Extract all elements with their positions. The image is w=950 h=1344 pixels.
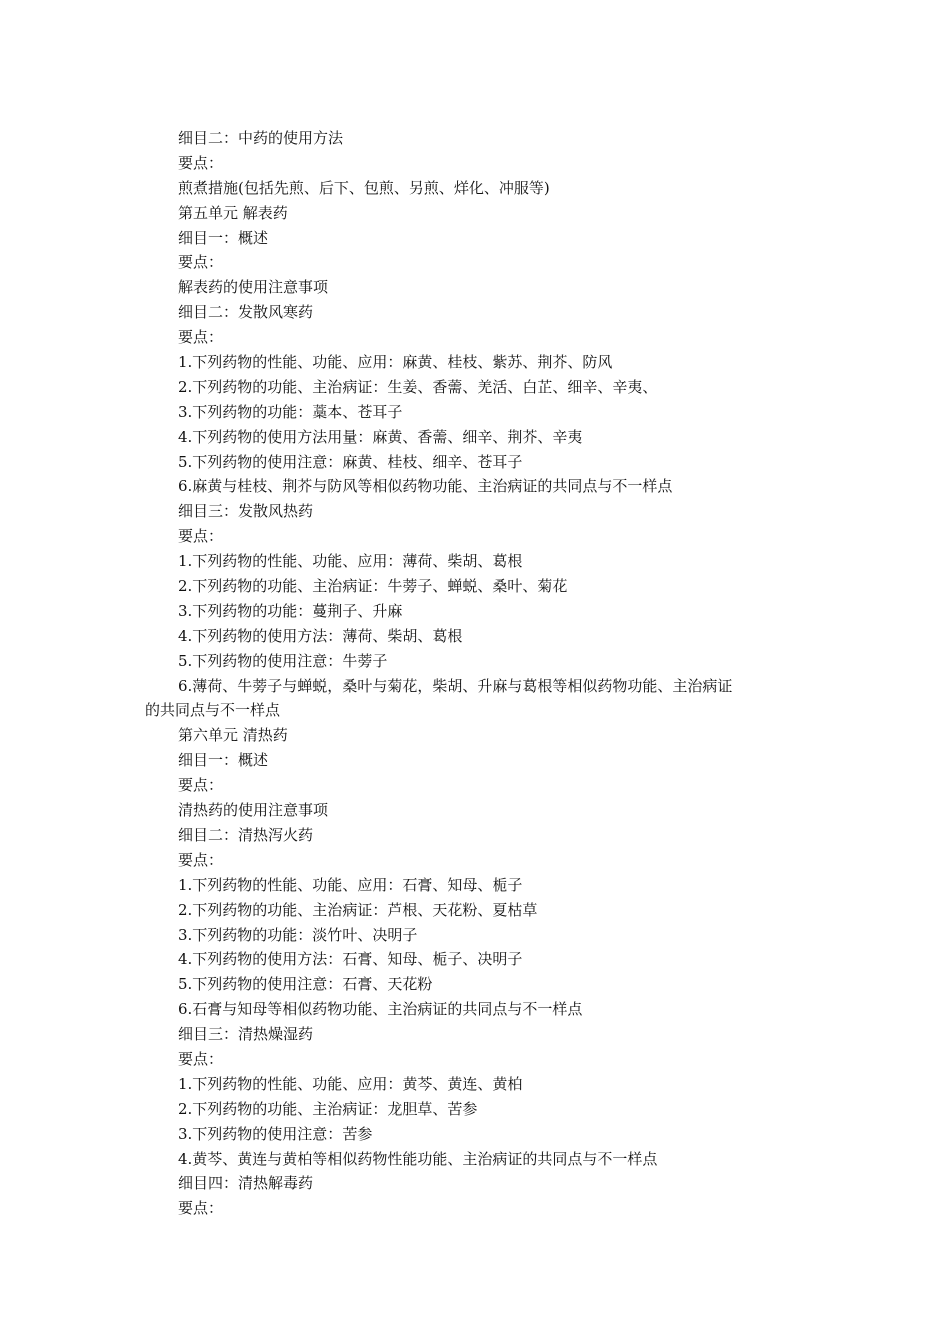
subsection-heading: 细目三：清热燥湿药 <box>178 1025 314 1044</box>
key-points-label: 要点： <box>178 1049 224 1068</box>
key-points-label: 要点： <box>178 153 224 172</box>
subsection-heading: 细目三：发散风热药 <box>178 502 314 521</box>
list-item: 4.下列药物的使用方法：薄荷、柴胡、葛根 <box>178 626 463 645</box>
list-item: 1.下列药物的性能、功能、应用：黄芩、黄连、黄柏 <box>178 1074 523 1093</box>
unit-heading: 第五单元 解表药 <box>178 203 288 222</box>
key-points-label: 要点： <box>178 850 224 869</box>
list-item: 3.下列药物的功能：藁本、苍耳子 <box>178 402 403 421</box>
list-item: 6.麻黄与桂枝、荆芥与防风等相似药物功能、主治病证的共同点与不一样点 <box>178 477 673 496</box>
list-item: 5.下列药物的使用注意：石膏、天花粉 <box>178 975 433 994</box>
list-item: 5.下列药物的使用注意：麻黄、桂枝、细辛、苍耳子 <box>178 452 523 471</box>
subsection-heading: 细目一：概述 <box>178 228 269 247</box>
list-item: 6.薄荷、牛蒡子与蝉蜕，桑叶与菊花，柴胡、升麻与葛根等相似药物功能、主治病证 <box>178 676 733 695</box>
list-item: 2.下列药物的功能、主治病证：芦根、天花粉、夏枯草 <box>178 900 538 919</box>
key-points-label: 要点： <box>178 253 224 272</box>
key-points-label: 要点： <box>178 527 224 546</box>
list-item: 5.下列药物的使用注意：牛蒡子 <box>178 651 388 670</box>
text-line: 解表药的使用注意事项 <box>178 278 329 297</box>
list-item: 4.下列药物的使用方法：石膏、知母、栀子、决明子 <box>178 950 523 969</box>
list-item: 3.下列药物的功能：淡竹叶、决明子 <box>178 925 418 944</box>
list-item: 6.石膏与知母等相似药物功能、主治病证的共同点与不一样点 <box>178 1000 583 1019</box>
list-item: 4.下列药物的使用方法用量：麻黄、香薷、细辛、荆芥、辛夷 <box>178 427 583 446</box>
list-item: 2.下列药物的功能、主治病证：牛蒡子、蝉蜕、桑叶、菊花 <box>178 577 568 596</box>
list-item: 1.下列药物的性能、功能、应用：石膏、知母、栀子 <box>178 875 523 894</box>
list-item: 3.下列药物的使用注意：苦参 <box>178 1124 373 1143</box>
text-line: 煎煮措施(包括先煎、后下、包煎、另煎、烊化、冲服等) <box>178 178 550 197</box>
subsection-heading: 细目二：中药的使用方法 <box>178 129 344 147</box>
subsection-heading: 细目二：发散风寒药 <box>178 303 314 322</box>
list-item: 1.下列药物的性能、功能、应用：麻黄、桂枝、紫苏、荆芥、防风 <box>178 353 613 372</box>
key-points-label: 要点： <box>178 776 224 795</box>
list-item: 3.下列药物的功能：蔓荆子、升麻 <box>178 601 403 620</box>
subsection-heading: 细目二：清热泻火药 <box>178 825 314 844</box>
list-item: 2.下列药物的功能、主治病证：生姜、香薷、羌活、白芷、细辛、辛夷、 <box>178 377 658 396</box>
list-item: 1.下列药物的性能、功能、应用：薄荷、柴胡、葛根 <box>178 552 523 571</box>
text-line: 清热药的使用注意事项 <box>178 801 329 820</box>
key-points-label: 要点： <box>178 1199 224 1218</box>
list-item: 4.黄芩、黄连与黄柏等相似药物性能功能、主治病证的共同点与不一样点 <box>178 1149 658 1168</box>
key-points-label: 要点： <box>178 328 224 347</box>
subsection-heading: 细目一：概述 <box>178 751 269 770</box>
document-body <box>145 126 805 1221</box>
list-item: 2.下列药物的功能、主治病证：龙胆草、苦参 <box>178 1099 478 1118</box>
unit-heading: 第六单元 清热药 <box>178 726 288 745</box>
subsection-heading: 细目四：清热解毒药 <box>178 1174 314 1193</box>
list-item-continuation: 的共同点与不一样点 <box>145 701 281 720</box>
